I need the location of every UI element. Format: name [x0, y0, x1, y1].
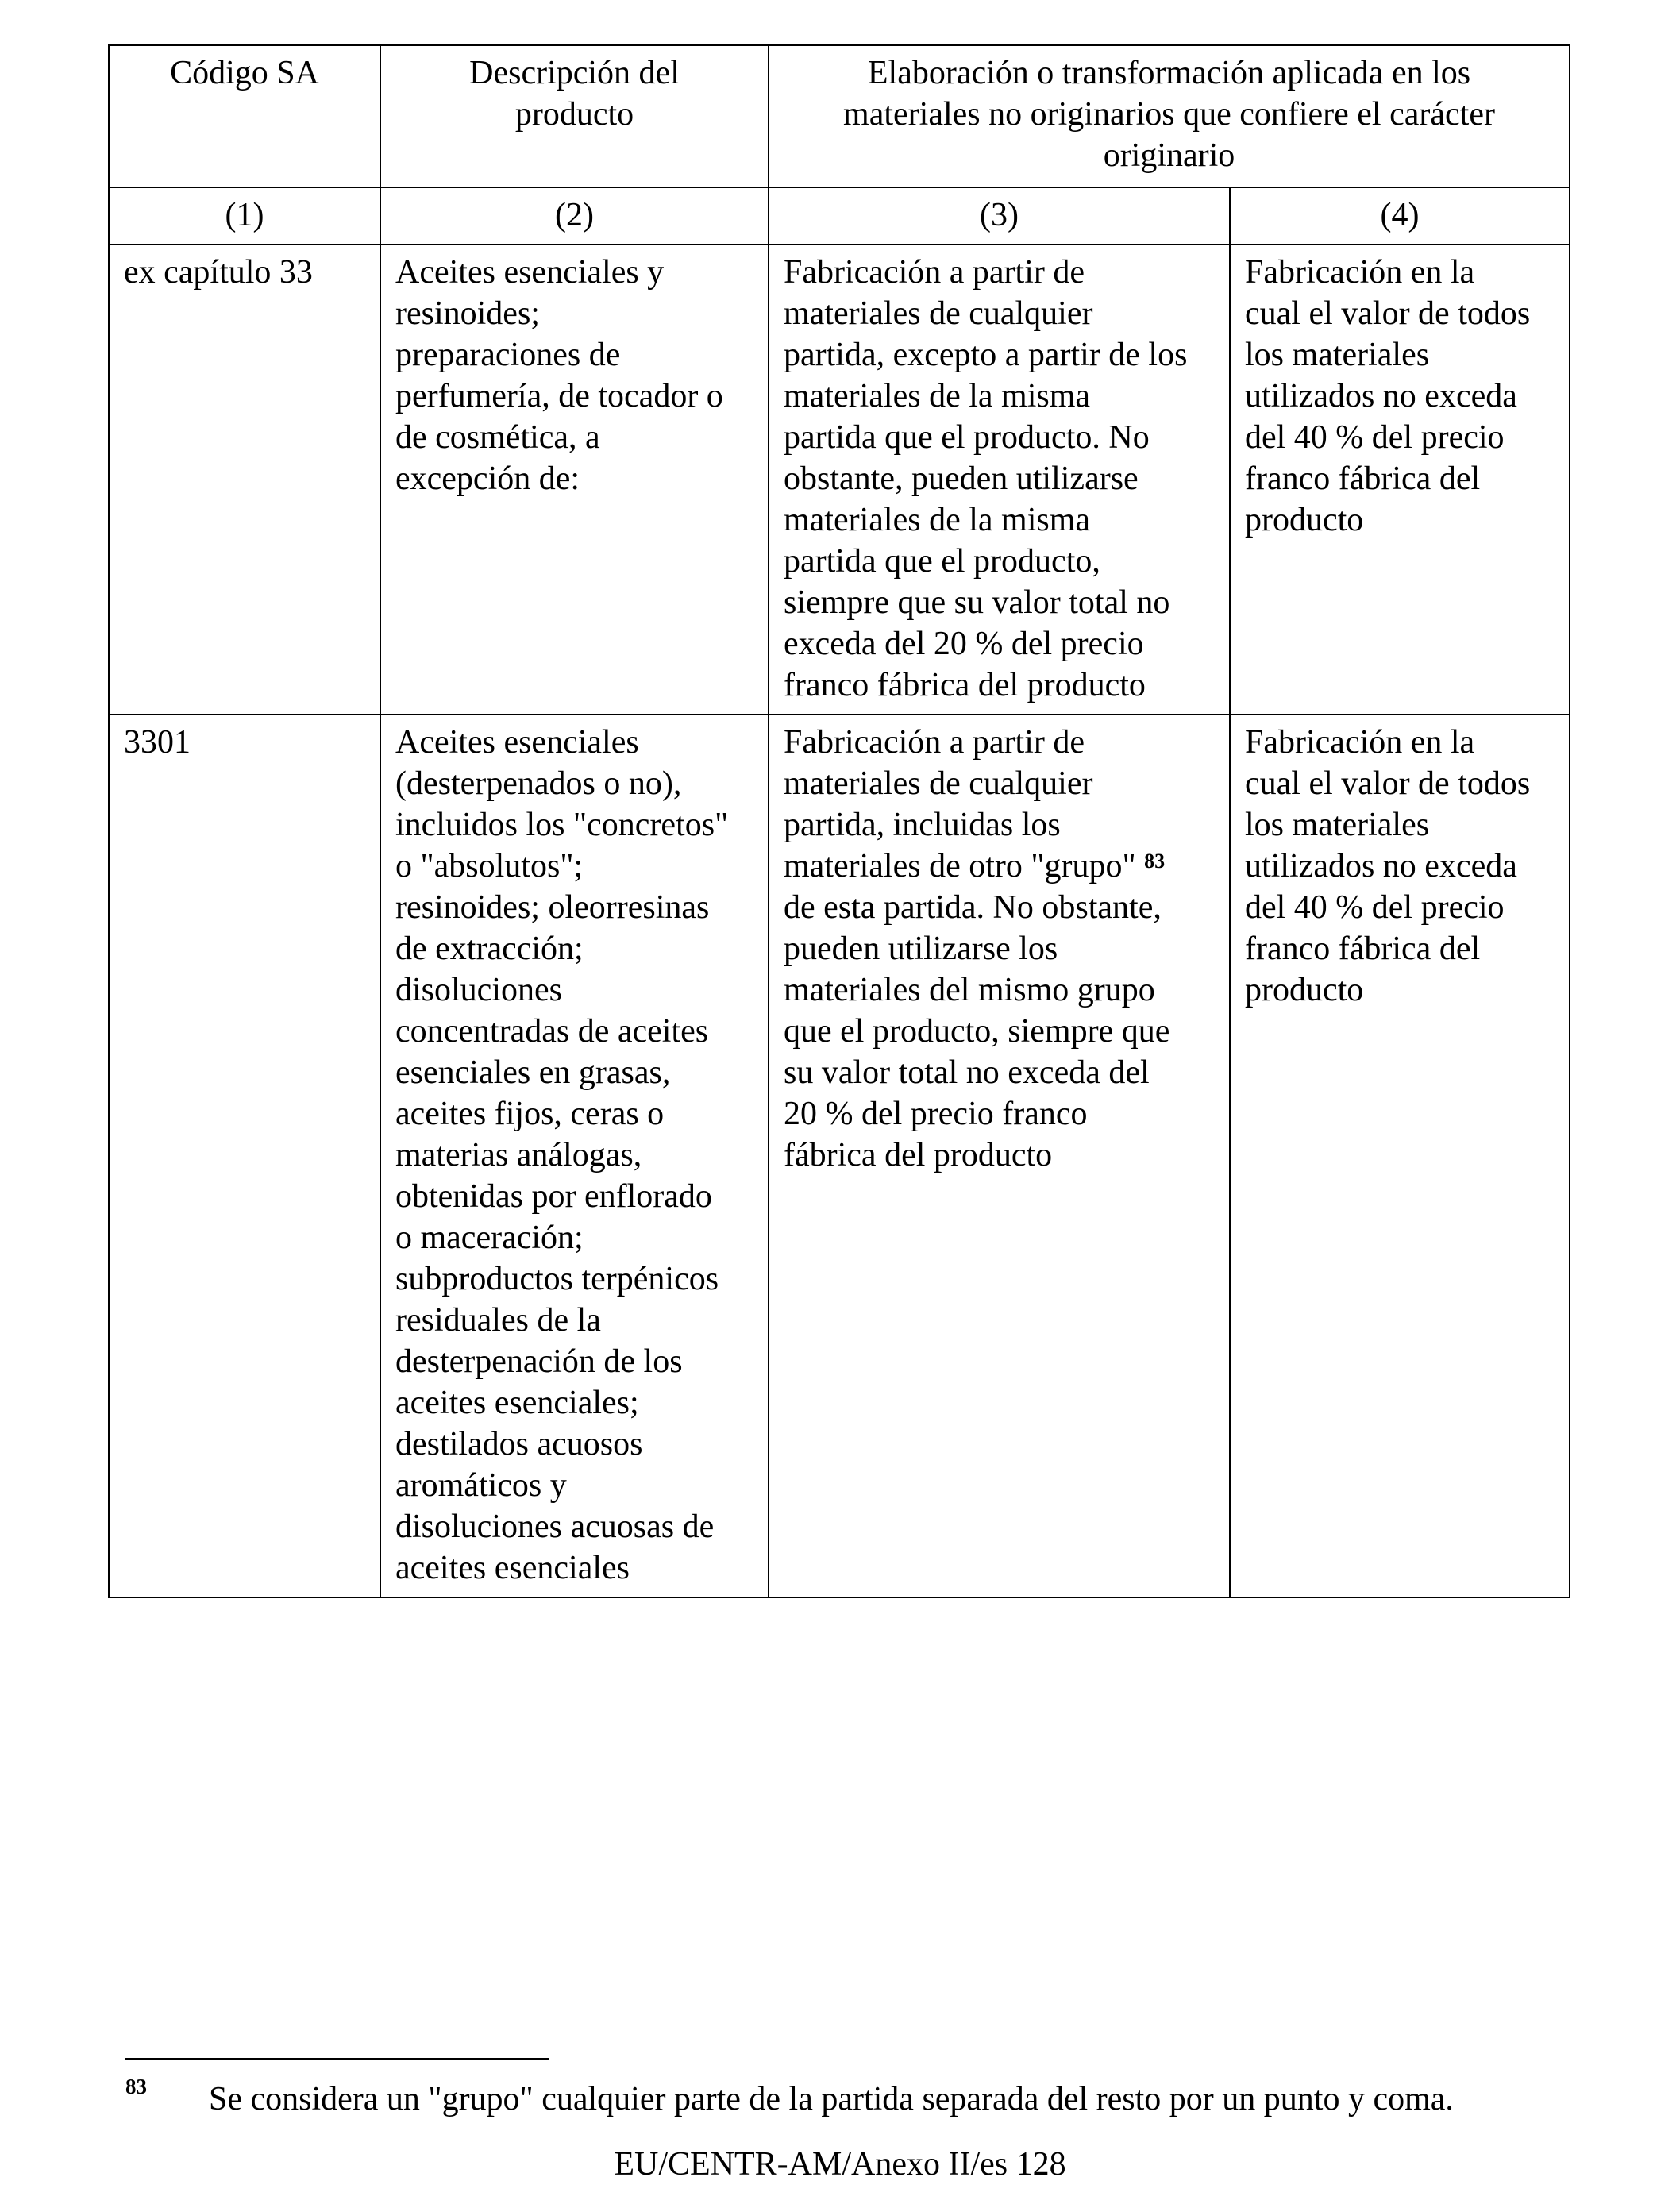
footnote-number: 83 [125, 2075, 147, 2098]
header-hs-code: Código SA [109, 45, 380, 187]
table-header-row [109, 45, 1570, 187]
table-row [109, 245, 1570, 715]
column-number-4: (4) [1230, 187, 1570, 245]
page-footer-reference: EU/CENTR-AM/Anexo II/es 128 [614, 2146, 1066, 2183]
table-row [109, 715, 1570, 1597]
column-number-3: (3) [769, 187, 1230, 245]
header-product-description: Descripción del producto [380, 45, 769, 187]
row-rule-col3: Fabricación a partir de materiales de cualquier partida, excepto a partir de los materiales de la misma partida que el producto. No obstante, pueden utilizarse materiales de la misma partida que el producto, siempre que su valor total no exceda del 20 % del precio franco fábrica del producto [769, 245, 1230, 715]
row-hs-code: 3301 [109, 715, 380, 1597]
row-hs-code: ex capítulo 33 [109, 245, 380, 715]
column-number-2: (2) [380, 187, 769, 245]
footnote-text: Se considera un "grupo" cualquier parte de la partida separada del resto por un punto y coma. [209, 2081, 1454, 2117]
row-rule-col3 [769, 715, 1230, 1597]
rules-of-origin-table [108, 44, 1570, 1598]
row-description: Aceites esenciales y resinoides; preparaciones de perfumería, de tocador o de cosmética, a excepción de: [380, 245, 769, 715]
column-number-row [109, 187, 1570, 245]
row-rule-col4: Fabricación en la cual el valor de todos los materiales utilizados no exceda del 40 % del precio franco fábrica del producto [1230, 715, 1570, 1597]
column-number-1: (1) [109, 187, 380, 245]
footnote-separator [125, 2058, 549, 2060]
row-description: Aceites esenciales (desterpenados o no), incluidos los "concretos" o "absolutos"; resinoides; oleorresinas de extracción; disoluciones concentradas de aceites esenciales en grasas, aceites fijos, ceras o materias análogas, obtenidas por enflorado o maceración; subproductos terpénicos residuales de la desterpenación de los aceites esenciales; destilados acuosos aromáticos y disoluciones acuosas de aceites esenciales [380, 715, 769, 1597]
header-working-processing: Elaboración o transformación aplicada en los materiales no originarios que confiere el carácter originario [769, 45, 1570, 187]
footnote-reference[interactable]: 83 [1144, 850, 1166, 873]
rule-text-part: Fabricación a partir de materiales de cualquier partida, incluidas los materiales de otro "grupo" [784, 724, 1136, 884]
row-rule-col4: Fabricación en la cual el valor de todos los materiales utilizados no exceda del 40 % del precio franco fábrica del producto [1230, 245, 1570, 715]
rule-text-part: de esta partida. No obstante, pueden utilizarse los materiales del mismo grupo que el producto, siempre que su valor total no exceda del 20 % del precio franco fábrica del producto [784, 889, 1170, 1173]
